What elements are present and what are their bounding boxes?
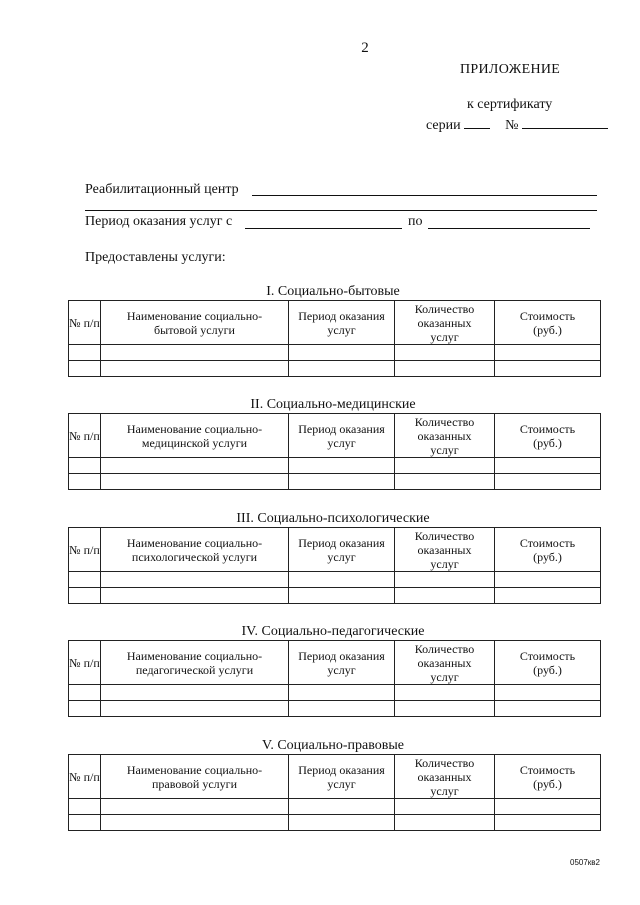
table-row bbox=[69, 701, 601, 717]
cell-number[interactable] bbox=[69, 361, 101, 377]
col-service-name: Наименование социально-бытовой услуги bbox=[101, 301, 289, 345]
col-period: Период оказания услуг bbox=[289, 414, 395, 458]
cell-cost[interactable] bbox=[495, 345, 601, 361]
cell-cost[interactable] bbox=[495, 361, 601, 377]
col-quantity: Количество оказанных услуг bbox=[395, 414, 495, 458]
cell-service-name[interactable] bbox=[101, 588, 289, 604]
appendix-heading: ПРИЛОЖЕНИЕ bbox=[460, 62, 561, 77]
period-from-label: Период оказания услуг с bbox=[85, 214, 233, 229]
cell-service-name[interactable] bbox=[101, 345, 289, 361]
cell-service-name[interactable] bbox=[101, 458, 289, 474]
table-row bbox=[69, 361, 601, 377]
cell-cost[interactable] bbox=[495, 458, 601, 474]
col-number: № п/п bbox=[69, 641, 101, 685]
col-number: № п/п bbox=[69, 755, 101, 799]
cell-period[interactable] bbox=[289, 685, 395, 701]
number-label: № bbox=[505, 118, 519, 133]
provided-services-label: Предоставлены услуги: bbox=[85, 250, 226, 265]
col-period: Период оказания услуг bbox=[289, 528, 395, 572]
table-row bbox=[69, 815, 601, 831]
table-row bbox=[69, 474, 601, 490]
col-quantity: Количество оказанных услуг bbox=[395, 755, 495, 799]
rehab-center-label: Реабилитационный центр bbox=[85, 182, 239, 197]
services-table bbox=[68, 413, 601, 490]
cell-cost[interactable] bbox=[495, 474, 601, 490]
cell-quantity[interactable] bbox=[395, 361, 495, 377]
col-service-name: Наименование социально-психологической услуги bbox=[101, 528, 289, 572]
table-header-row bbox=[69, 414, 601, 458]
col-service-name: Наименование социально-медицинской услуги bbox=[101, 414, 289, 458]
cell-number[interactable] bbox=[69, 815, 101, 831]
cell-period[interactable] bbox=[289, 345, 395, 361]
table-header-row bbox=[69, 301, 601, 345]
col-period: Период оказания услуг bbox=[289, 301, 395, 345]
cell-period[interactable] bbox=[289, 458, 395, 474]
table-header-row bbox=[69, 641, 601, 685]
series-label: серии bbox=[426, 118, 461, 133]
cell-number[interactable] bbox=[69, 474, 101, 490]
section-title: V. Социально-правовые bbox=[262, 738, 404, 753]
cell-quantity[interactable] bbox=[395, 685, 495, 701]
cell-number[interactable] bbox=[69, 685, 101, 701]
table-row bbox=[69, 572, 601, 588]
cell-service-name[interactable] bbox=[101, 701, 289, 717]
col-quantity: Количество оказанных услуг bbox=[395, 301, 495, 345]
col-period: Период оказания услуг bbox=[289, 755, 395, 799]
services-table bbox=[68, 527, 601, 604]
table-row bbox=[69, 458, 601, 474]
table-header-row bbox=[69, 755, 601, 799]
period-from-blank[interactable] bbox=[245, 228, 402, 229]
col-number: № п/п bbox=[69, 301, 101, 345]
col-quantity: Количество оказанных услуг bbox=[395, 528, 495, 572]
cell-period[interactable] bbox=[289, 701, 395, 717]
cell-period[interactable] bbox=[289, 815, 395, 831]
table-row bbox=[69, 799, 601, 815]
cell-quantity[interactable] bbox=[395, 588, 495, 604]
table-header-row bbox=[69, 528, 601, 572]
section-title: III. Социально-психологические bbox=[236, 511, 430, 526]
cell-period[interactable] bbox=[289, 588, 395, 604]
rehab-center-blank[interactable] bbox=[252, 195, 597, 196]
series-blank[interactable] bbox=[464, 116, 490, 129]
col-cost: Стоимость (руб.) bbox=[495, 301, 601, 345]
page-number: 2 bbox=[361, 40, 369, 56]
col-quantity: Количество оказанных услуг bbox=[395, 641, 495, 685]
cell-service-name[interactable] bbox=[101, 572, 289, 588]
table-row bbox=[69, 685, 601, 701]
cell-service-name[interactable] bbox=[101, 815, 289, 831]
cell-period[interactable] bbox=[289, 799, 395, 815]
col-period: Период оказания услуг bbox=[289, 641, 395, 685]
table-row bbox=[69, 345, 601, 361]
col-cost: Стоимость (руб.) bbox=[495, 528, 601, 572]
period-to-blank[interactable] bbox=[428, 228, 590, 229]
cell-period[interactable] bbox=[289, 361, 395, 377]
col-number: № п/п bbox=[69, 528, 101, 572]
cell-quantity[interactable] bbox=[395, 815, 495, 831]
cell-cost[interactable] bbox=[495, 799, 601, 815]
cell-quantity[interactable] bbox=[395, 458, 495, 474]
table-row bbox=[69, 588, 601, 604]
section-title: I. Социально-бытовые bbox=[266, 284, 400, 299]
cell-quantity[interactable] bbox=[395, 572, 495, 588]
section-title: II. Социально-медицинские bbox=[250, 397, 416, 412]
form-code: 0507кв2 bbox=[570, 858, 600, 867]
col-cost: Стоимость (руб.) bbox=[495, 414, 601, 458]
cell-service-name[interactable] bbox=[101, 361, 289, 377]
cell-quantity[interactable] bbox=[395, 799, 495, 815]
period-to-label: по bbox=[408, 214, 423, 229]
cell-quantity[interactable] bbox=[395, 345, 495, 361]
col-service-name: Наименование социально-правовой услуги bbox=[101, 755, 289, 799]
cell-number[interactable] bbox=[69, 701, 101, 717]
cell-cost[interactable] bbox=[495, 701, 601, 717]
cell-service-name[interactable] bbox=[101, 685, 289, 701]
services-table bbox=[68, 754, 601, 831]
services-table bbox=[68, 640, 601, 717]
cell-period[interactable] bbox=[289, 474, 395, 490]
cell-number[interactable] bbox=[69, 458, 101, 474]
cell-cost[interactable] bbox=[495, 815, 601, 831]
cell-period[interactable] bbox=[289, 572, 395, 588]
col-cost: Стоимость (руб.) bbox=[495, 755, 601, 799]
cell-quantity[interactable] bbox=[395, 474, 495, 490]
cell-quantity[interactable] bbox=[395, 701, 495, 717]
col-service-name: Наименование социально-педагогической услуги bbox=[101, 641, 289, 685]
cell-number[interactable] bbox=[69, 799, 101, 815]
cell-number[interactable] bbox=[69, 345, 101, 361]
rehab-center-blank-second[interactable] bbox=[85, 210, 597, 211]
col-cost: Стоимость (руб.) bbox=[495, 641, 601, 685]
series-number-line bbox=[426, 116, 608, 134]
cell-number[interactable] bbox=[69, 572, 101, 588]
to-certificate-label: к сертификату bbox=[467, 97, 553, 112]
cell-cost[interactable] bbox=[495, 685, 601, 701]
cell-number[interactable] bbox=[69, 588, 101, 604]
cell-service-name[interactable] bbox=[101, 799, 289, 815]
cell-cost[interactable] bbox=[495, 588, 601, 604]
number-blank[interactable] bbox=[522, 116, 608, 129]
services-table bbox=[68, 300, 601, 377]
cell-service-name[interactable] bbox=[101, 474, 289, 490]
section-title: IV. Социально-педагогические bbox=[241, 624, 425, 639]
cell-cost[interactable] bbox=[495, 572, 601, 588]
col-number: № п/п bbox=[69, 414, 101, 458]
